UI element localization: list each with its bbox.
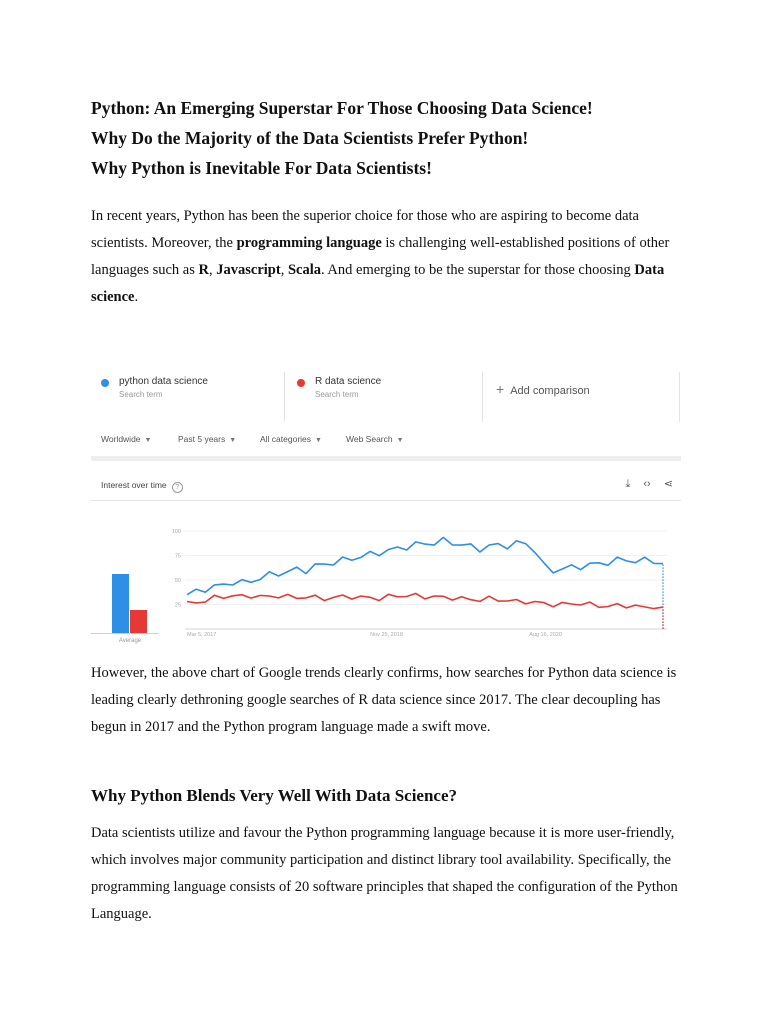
chart-tools xyxy=(615,477,673,491)
average-axis xyxy=(91,633,159,634)
embed-icon[interactable]: ‹› xyxy=(643,478,651,490)
add-comparison-label: Add comparison xyxy=(510,385,590,397)
series-line-python xyxy=(187,537,663,594)
term-sub: Search term xyxy=(119,390,163,399)
intro-text: In recent years, Python has been the superior choice for those who are aspiring to become data scientists. Moreover, the xyxy=(91,208,639,251)
caret-down-icon: ▼ xyxy=(315,437,322,444)
help-icon[interactable]: ? xyxy=(172,482,183,493)
filter-label: Web Search xyxy=(346,434,393,444)
section-body: Data scientists utilize and favour the Python programming language because it is more user-friendly, which involves major community participation and distinct library tool availability. Specifically, the programming language consists of 20 software principles that shaped the configuration of the Python Language. xyxy=(91,825,678,922)
average-bar-python xyxy=(112,574,129,634)
divider xyxy=(284,372,285,422)
average-label: Average xyxy=(118,638,142,644)
intro-bold-programming-language: programming language xyxy=(236,235,382,251)
series-color-dot xyxy=(297,379,305,387)
plus-icon: + xyxy=(496,381,505,397)
interest-label: Interest over time xyxy=(101,480,167,490)
x-tick-label: Nov 25, 2018 xyxy=(370,632,403,638)
divider xyxy=(482,372,483,422)
filters-row xyxy=(91,432,681,448)
intro-bold-javascript: Javascript xyxy=(216,262,281,278)
caret-down-icon: ▼ xyxy=(396,437,404,444)
after-chart-paragraph: However, the above chart of Google trends clearly confirms, how searches for Python data science is leading clearly dethroning google searches of R data science since 2017. The clear decoupling has begun in 2017 and the Python program language made a swift move. xyxy=(91,665,677,735)
y-tick-label: 25 xyxy=(174,602,181,609)
intro-bold-data-science: Data science xyxy=(91,262,665,305)
interest-over-time-header xyxy=(101,480,183,493)
intro-text: is challenging well-established positions of other languages such as xyxy=(91,235,670,278)
add-comparison-button[interactable] xyxy=(496,381,590,397)
google-trends-embed xyxy=(91,368,681,643)
search-terms-row xyxy=(91,368,681,422)
intro-text: . xyxy=(134,289,139,305)
caret-down-icon: ▼ xyxy=(144,437,152,444)
intro-text: , xyxy=(209,262,217,278)
section-heading: Why Python Blends Very Well With Data Science? xyxy=(91,786,458,805)
filter-category[interactable] xyxy=(260,434,322,444)
x-tick-label: Aug 16, 2020 xyxy=(529,632,562,638)
term-name: R data science xyxy=(315,376,382,387)
interest-over-time-chart xyxy=(163,521,671,643)
filter-time[interactable] xyxy=(178,434,236,444)
filter-label: Past 5 years xyxy=(178,434,226,444)
intro-text: . And emerging to be the superstar for those choosing xyxy=(320,262,635,278)
y-tick-label: 75 xyxy=(174,553,181,560)
divider xyxy=(91,500,681,501)
intro-bold-scala: Scala xyxy=(287,262,321,278)
divider xyxy=(679,372,680,422)
filter-search-type[interactable] xyxy=(346,434,404,444)
series-color-dot xyxy=(101,379,109,387)
headline-1: Python: An Emerging Superstar For Those Choosing Data Science! xyxy=(91,98,593,118)
caret-down-icon: ▼ xyxy=(229,437,237,444)
y-tick-label: 50 xyxy=(174,578,181,584)
series-line-r xyxy=(187,593,663,608)
average-bar-r xyxy=(130,610,147,634)
filter-label: Worldwide xyxy=(101,434,141,444)
filter-region[interactable] xyxy=(101,434,151,444)
x-tick-label: Mar 5, 2017 xyxy=(187,632,217,638)
term-sub: Search term xyxy=(315,390,359,399)
intro-paragraph xyxy=(91,203,671,311)
download-icon[interactable]: ⤓ xyxy=(625,478,631,490)
article-headings xyxy=(91,93,593,183)
headline-3: Why Python is Inevitable For Data Scientists! xyxy=(91,158,432,178)
y-tick-label: 100 xyxy=(171,529,181,535)
section-band xyxy=(91,456,681,461)
headline-2: Why Do the Majority of the Data Scientists Prefer Python! xyxy=(91,128,529,148)
average-bars xyxy=(91,518,161,644)
share-icon[interactable]: ⋖ xyxy=(663,478,673,490)
filter-label: All categories xyxy=(260,434,312,444)
term-name: python data science xyxy=(119,376,208,387)
intro-text: , xyxy=(280,262,288,278)
intro-bold-r: R xyxy=(198,262,209,278)
